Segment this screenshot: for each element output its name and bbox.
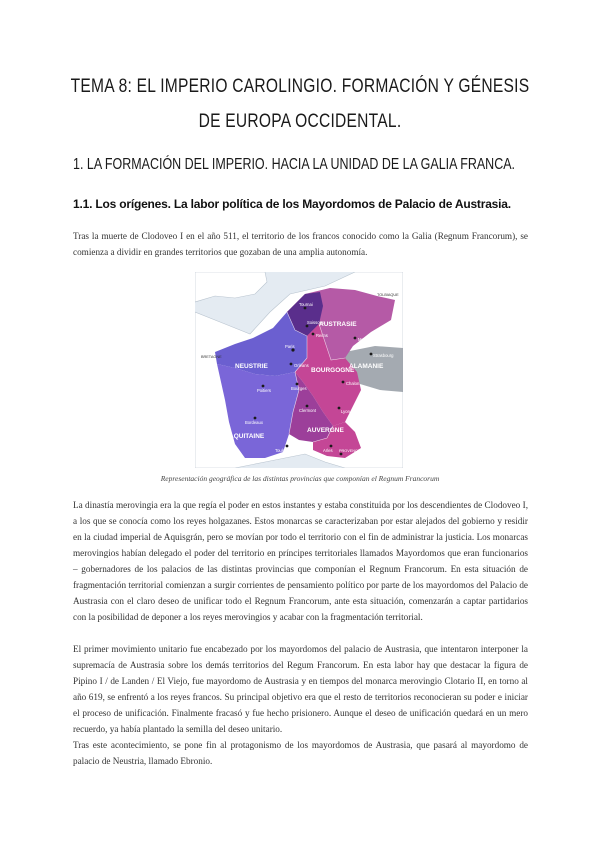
map-city-bordeaux: Bordeaux [245, 420, 263, 425]
city-clermont-dot [306, 405, 309, 408]
document-title-line1: TEMA 8: EL IMPERIO CAROLINGIO. FORMACIÓN Y GÉNESIS [70, 76, 530, 97]
map-city-arles: Arles [323, 448, 333, 453]
city-reims-dot [312, 333, 315, 336]
map-label-tolbiaque: TOLBIAQUE [377, 293, 399, 297]
city-bordeaux-dot [254, 417, 257, 420]
map-city-tournai: Tournai [299, 302, 313, 307]
city-orleans-dot [290, 363, 293, 366]
map-city-orleans: Orléans [294, 363, 309, 368]
map-city-chalon: Chalon [346, 381, 360, 386]
map-label-austrasie: AUSTRASIE [319, 321, 357, 328]
city-poitiers-dot [262, 385, 265, 388]
map-city-bourges: Bourges [291, 386, 307, 391]
map-city-metz: Metz [358, 337, 368, 342]
document-title-line2: DE EUROPA OCCIDENTAL. [198, 111, 402, 132]
map-city-paris: Paris [285, 344, 295, 349]
map-label-neustrie: NEUSTRIE [235, 363, 268, 370]
map-city-toulouse: Toulouse [275, 448, 292, 453]
map-city-clermont: Clermont [299, 408, 316, 413]
map-city-marseille: Marseille [335, 457, 352, 462]
map-label-auvergne: AUVERGNE [307, 427, 344, 434]
subsection-heading: 1.1. Los orígenes. La labor política de los Mayordomos de Palacio de Austrasia. [73, 197, 511, 211]
map-city-soissons: Soissons [307, 320, 324, 325]
map-label-alamanie: ALAMANIE [349, 363, 384, 370]
map-city-poitiers: Poitiers [257, 388, 271, 393]
city-arles-dot [330, 445, 333, 448]
map-city-strasbourg: Strasbourg [373, 353, 394, 358]
city-toulouse-dot [286, 445, 289, 448]
city-strasbourg-dot [370, 353, 373, 356]
city-metz-dot [354, 337, 357, 340]
city-chalon-dot [342, 381, 345, 384]
section-heading: 1. LA FORMACIÓN DEL IMPERIO. HACIA LA UNIDAD DE LA GALIA FRANCA. [73, 156, 516, 173]
city-marseille-dot [340, 453, 343, 456]
paragraph-intro: Tras la muerte de Clodoveo I en el año 511, el territorio de los francos conocido como la Galia (Regnum Francorum), se comienza a dividir en grandes territorios que gozaban de una amplia autonomía. [73, 231, 528, 257]
city-tournai-dot [304, 307, 307, 310]
map-city-reims: Reims [316, 333, 328, 338]
map-label-provence: PROVENCE [339, 449, 361, 453]
city-bourges-dot [296, 383, 299, 386]
map-caption: Representación geográfica de las distintas provincias que componían el Regnum Francorum [160, 474, 440, 483]
map-label-aquitaine: AQUITAINE [229, 433, 265, 440]
city-lyon-dot [338, 407, 341, 410]
regnum-francorum-map [195, 272, 403, 468]
paragraph-neustria: Tras este acontecimiento, se pone fin al protagonismo de los mayordomos de Austrasia, que pasará al mayordomo de palacio de Neustria, llamado Ebronio. [73, 740, 528, 766]
city-soissons-dot [306, 325, 309, 328]
map-label-bourgogne: BOURGOGNE [311, 367, 355, 374]
paragraph-merovingian: La dinastía merovingia era la que regía el poder en estos instantes y estaba constituida por los descendientes de Clodoveo I, a los que se conocía como los reyes holgazanes. Estos monarcas se caracterizaban por estar alejados del gobierno y residir en la ciudad imperial de Aquisgrán, pero se movían por todo el territorio con el fin de administrar la justicia. Los monarcas merovingios habían delegado el poder del territorio en príncipes territoriales llamados Mayordomos que eran funcionarios – gobernadores de los palacios de las distintas provincias que componían el Regnum Francorum. En esta situación de fragmentación territorial comienzan a surgir corrientes de pensamiento político por parte de los mayordomos del Palacio de Austrasia con el claro deseo de unificar todo el Regnum Francorum, ante esta situación, comenzarán a captar partidarios con la posibilidad de deponer a los reyes merovingios y acabar con la fragmentación territorial. [73, 500, 528, 622]
map-city-lyon: Lyon [341, 409, 350, 414]
map-label-bretagne: BRETAGNE [201, 355, 222, 359]
paragraph-unitary-movement: El primer movimiento unitario fue encabezado por los mayordomos del palacio de Austrasia, que intentaron interponer la supremacía de Austrasia sobre los demás territorios del Regum Francorum. En esta labor hay que destacar la figura de Pipino I / de Landen / El Viejo, fue mayordomo de Austrasia y en tiempos del monarca merovingio Clotario II, en torno al año 619, se enfrentó a los reyes francos. Su principal objetivo era que el resto de territorios reconocieran su poder e iniciar el proceso de unificación. Finalmente fracasó y fue hecho prisionero. Aunque el deseo de unificación quedará en un mero recuerdo, ya había plantado la semilla del deseo unitario. [73, 644, 528, 734]
